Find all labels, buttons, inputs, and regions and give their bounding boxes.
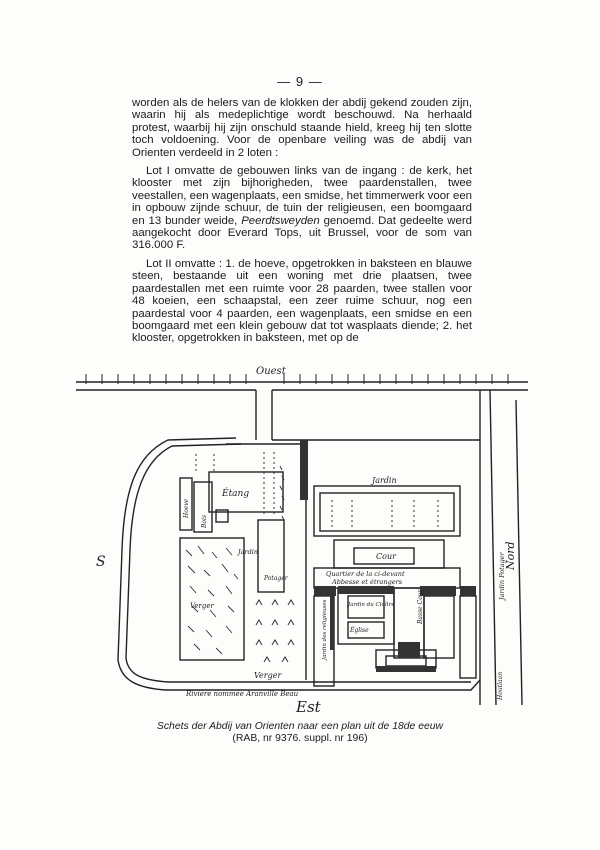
paragraph-2: Lot I omvatte de gebouwen links van de ingang : de kerk, het klooster met zijn bijhorigheden, twee paardenstallen, twee veestallen, een wagenplaats, een smidse, het timmerwerk voor een in opbouw zijnde schuur, de tuin der religieusen, een boomgaard en 13 bunder weide, Peerdtsweyden genoemd. Dat gedeelte werd aangekocht door Everard Tops, uit Brussel, voor de som van 316.000 F.	[132, 165, 473, 252]
label-hoeve: Hoeve	[183, 498, 190, 518]
caption-line-1: Schets der Abdij van Orienten naar een plan uit de 18de eeuw	[156, 721, 444, 732]
label-bois: Bois	[201, 514, 208, 528]
label-north: Ouest	[256, 366, 286, 377]
label-east: Nord	[504, 541, 517, 570]
label-riviere: Rivière nommée Aranville Beau	[186, 690, 299, 698]
label-verger: Verger	[254, 671, 282, 680]
label-houtlaan: Houtlaan	[497, 671, 504, 700]
label-etang: Étang	[222, 489, 250, 499]
label-potager: Potager	[264, 575, 288, 582]
label-jardin-mid: Jardin	[238, 548, 259, 556]
paragraph-1: worden als de helers van de klokken der abdij gekend zouden zijn, waarin hij als medeplichtige wordt beschouwd. Na herhaald protest, waarbij hij zijn onschuld staande hield, kreeg hij ten slotte toch voldoening. Voor de openbare veiling was de abdij van Orienten verdeeld in 2 loten :	[132, 97, 472, 159]
label-south: Est	[296, 698, 321, 716]
label-quartier2: Abbesse et étrangers	[332, 578, 403, 586]
figure-caption	[0, 721, 600, 745]
label-jardin-top: Jardin	[372, 476, 397, 485]
label-cour: Cour	[376, 552, 396, 561]
paragraph-3: Lot II omvatte : 1. de hoeve, opgetrokken in baksteen en blauwe steen, bestaande uit een woning met drie plaatsen, twee paardestallen met een ruimte voor 28 paarden, twee stallen voor 48 koeien, een schaapstal, een zeer ruime schuur, nog een paardestal voor 4 paarden, een wagenplaats, een smidse en een boomgaard met een klein gebouw dat tot wasplaats diende; 2. het klooster, opgetrokken in baksteen, met op de	[132, 257, 472, 345]
page-number: — 9 —	[277, 74, 323, 89]
emphasis-peerdtsweyden: Peerdtsweyden	[241, 214, 320, 227]
caption-line-2: (RAB, nr 9376. suppl. nr 196)	[232, 733, 368, 744]
label-jardin-religieuses: Jardin des religieuses	[322, 599, 328, 660]
abbey-plan-sketch	[76, 360, 528, 720]
label-eglise: Église	[350, 627, 369, 634]
body-text	[132, 97, 472, 351]
label-west: S	[96, 554, 106, 570]
label-jardin-potager: Jardin Potager	[498, 552, 506, 600]
label-jardin-cloitre: Jardin du Cloître	[348, 602, 395, 608]
label-quartier: Quartier de la ci-devant	[326, 570, 405, 578]
label-verger-small: Verger	[190, 602, 214, 610]
label-basse-cour: Basse Cour	[417, 589, 424, 624]
